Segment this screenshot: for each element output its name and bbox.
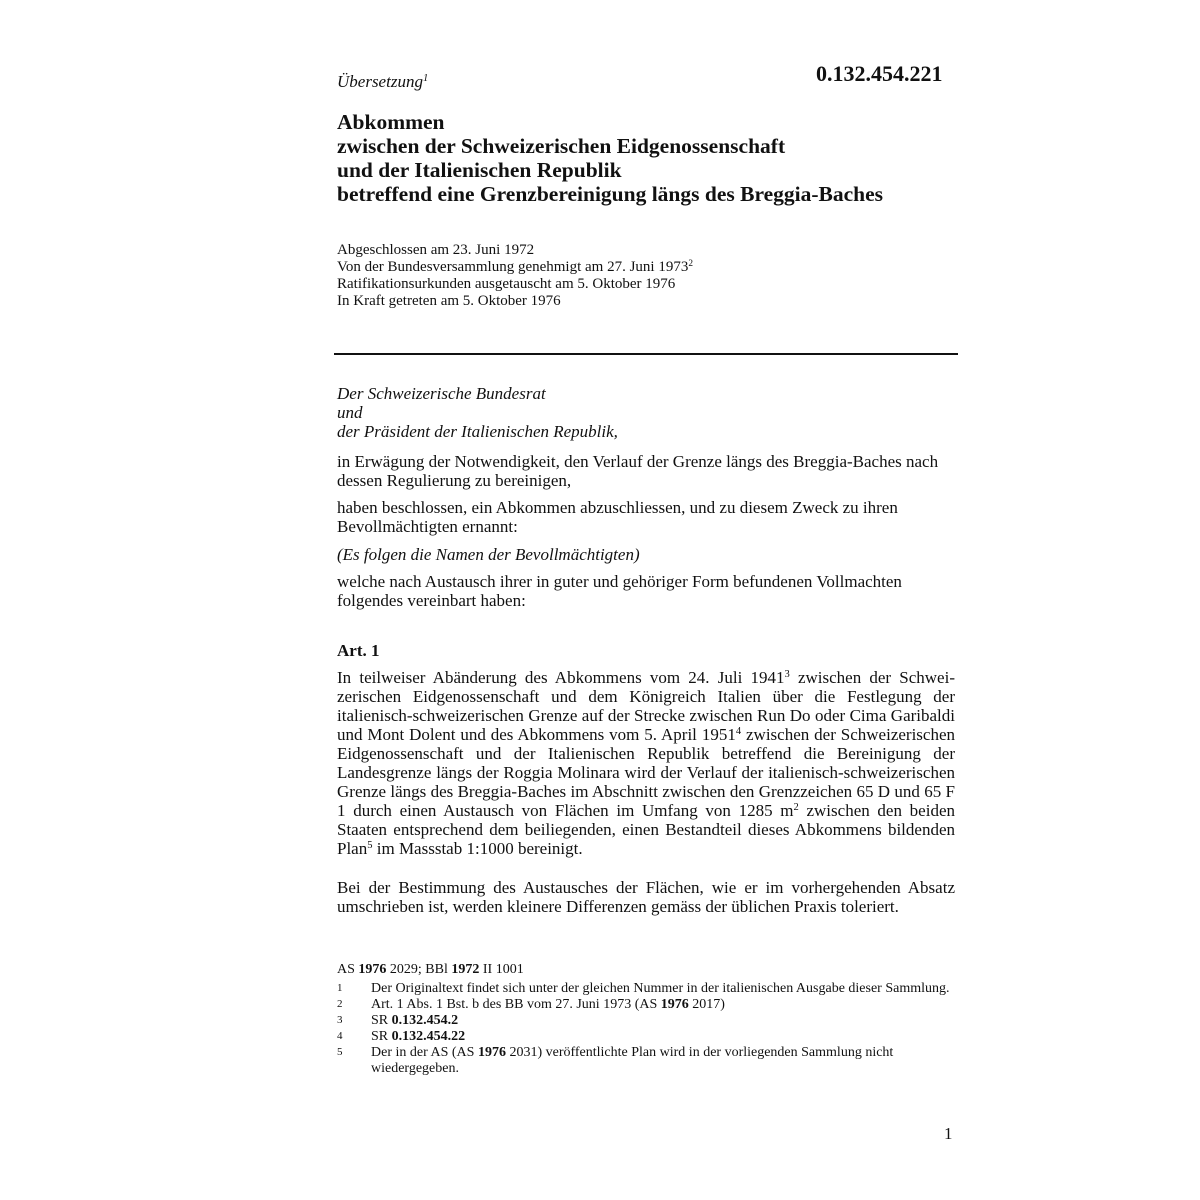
date-approved-text: Von der Bundesversammlung genehmigt am 27. Juni 1973 [337, 259, 689, 275]
footnote-item [337, 997, 957, 1013]
bbl-year: 1972 [451, 962, 480, 977]
fn5-suffix: 2031) veröffentlichte Plan wird in der vorliegenden Sammlung nicht wiedergegeben. [371, 1045, 894, 1076]
article-text: zwischen den beiden Staaten entsprechend dem beiliegenden, einen Bestandteil dieses Abkommens bildenden Plan [337, 801, 955, 858]
footnote-ref-2[interactable]: 2 [688, 258, 694, 269]
party-italy: der Präsident der Italienischen Republik, [337, 422, 618, 441]
dates-block [337, 242, 693, 310]
fn3-sr-link[interactable]: 0.132.454.2 [391, 1013, 459, 1028]
as-prefix: AS [337, 962, 359, 977]
translation-text: Übersetzung [337, 72, 423, 91]
footnote-item [337, 1045, 957, 1077]
fn2-suffix: 2017) [688, 997, 725, 1012]
preamble-paragraph: haben beschlossen, ein Abkommen abzuschliessen, und zu diesem Zweck zu ihren Bevollmächtigten ernannt: [337, 498, 898, 536]
title-line: Abkommen [337, 110, 445, 134]
preamble-plenipotentiaries: (Es folgen die Namen der Bevollmächtigten) [337, 545, 640, 564]
fn4-sr-link[interactable]: 0.132.454.22 [391, 1029, 466, 1044]
fn2-year: 1976 [660, 997, 689, 1012]
as-suffix: II 1001 [479, 962, 524, 977]
square-exponent: 2 [793, 802, 799, 814]
date-in-force: In Kraft getreten am 5. Oktober 1976 [337, 293, 561, 309]
footnote-number: 4 [337, 1030, 343, 1042]
date-ratified: Ratifikationsurkunden ausgetauscht am 5. Oktober 1976 [337, 276, 676, 292]
footnote-item [337, 1029, 957, 1045]
footnote-number: 1 [337, 982, 343, 994]
footnote-ref-1[interactable]: 1 [422, 73, 429, 85]
footnotes [337, 962, 957, 1077]
fn4-prefix: SR [371, 1029, 392, 1044]
preamble-parties [337, 384, 618, 441]
article-text: In teilweiser Abänderung des Abkommens vom 24. Juli 1941 [337, 668, 785, 687]
footnote-text [371, 1013, 957, 1029]
date-concluded: Abgeschlossen am 23. Juni 1972 [337, 242, 535, 258]
footnote-number: 3 [337, 1014, 343, 1026]
translation-label [337, 72, 428, 92]
footnote-number: 5 [337, 1046, 343, 1058]
preamble-paragraph: welche nach Austausch ihrer in guter und gehöriger Form befundenen Vollmachten folgendes vereinbart haben: [337, 572, 902, 610]
fn2-text: Art. 1 Abs. 1 Bst. b des BB vom 27. Juni 1973 (AS [371, 997, 661, 1012]
footnote-text [371, 1045, 957, 1077]
sr-number: 0.132.454.221 [816, 61, 943, 86]
footnote-number: 2 [337, 998, 343, 1010]
footnote-item [337, 981, 957, 997]
footnote-item [337, 1013, 957, 1029]
as-mid: 2029; BBl [386, 962, 452, 977]
footnote-text: Der Originaltext findet sich unter der gleichen Nummer in der italienischen Ausgabe dieser Sammlung. [371, 981, 950, 996]
article-paragraph [337, 668, 955, 858]
article-text: im Massstab 1:1000 bereinigt. [372, 839, 583, 858]
footnote-ref-3[interactable]: 3 [784, 669, 790, 681]
horizontal-rule [334, 353, 958, 355]
footnote-ref-4[interactable]: 4 [735, 726, 742, 738]
party-and: und [337, 403, 363, 422]
article-text: zwischen der Schweizerischen Eidgenossenschaft und der Italienischen Republik betreffend die Bereinigung der Landesgrenze längs der Roggia Molinara wird der Verlauf der italienisch-schweizerischen Grenze längs des Breggia-Baches im Abschnitt zwischen den Grenzzeichen 65 D und 65 F 1 durch einen Austausch von Flächen im Umfang von 1285 m [337, 725, 956, 820]
title-line: und der Italienischen Republik [337, 158, 622, 182]
preamble-paragraph: in Erwägung der Notwendigkeit, den Verlauf der Grenze längs des Breggia-Baches nach dessen Regulierung zu bereinigen, [337, 452, 939, 490]
as-year: 1976 [358, 962, 387, 977]
fn5-text: Der in der AS (AS [371, 1045, 478, 1060]
document-title [337, 110, 883, 206]
article-text: zwischen der Schweizerischen Eidgenossenschaft und dem Königreich Italien über die Festlegung der italienisch-schweizerischen Grenze auf der Strecke zwischen Run Do oder Cima Garibaldi und Mont Dolent und des Abkommens vom 5. April 1951 [337, 668, 955, 744]
title-line: zwischen der Schweizerischen Eidgenossenschaft [337, 134, 786, 158]
page-number: 1 [944, 1124, 953, 1143]
title-line: betreffend eine Grenzbereinigung längs des Breggia-Baches [337, 182, 884, 206]
footnote-text [371, 997, 957, 1013]
as-reference [337, 962, 957, 978]
footnote-text [371, 1029, 957, 1045]
fn5-year: 1976 [477, 1045, 506, 1060]
article-heading: Art. 1 [337, 641, 380, 660]
footnote-ref-5[interactable]: 5 [367, 840, 373, 852]
party-switzerland: Der Schweizerische Bundesrat [337, 384, 546, 403]
fn3-prefix: SR [371, 1013, 392, 1028]
article-paragraph: Bei der Bestimmung des Austausches der Flächen, wie er im vorhergehenden Absatz umschrieben ist, werden kleinere Differenzen gemäss der üblichen Praxis toleriert. [337, 878, 955, 916]
date-approved [337, 259, 693, 276]
